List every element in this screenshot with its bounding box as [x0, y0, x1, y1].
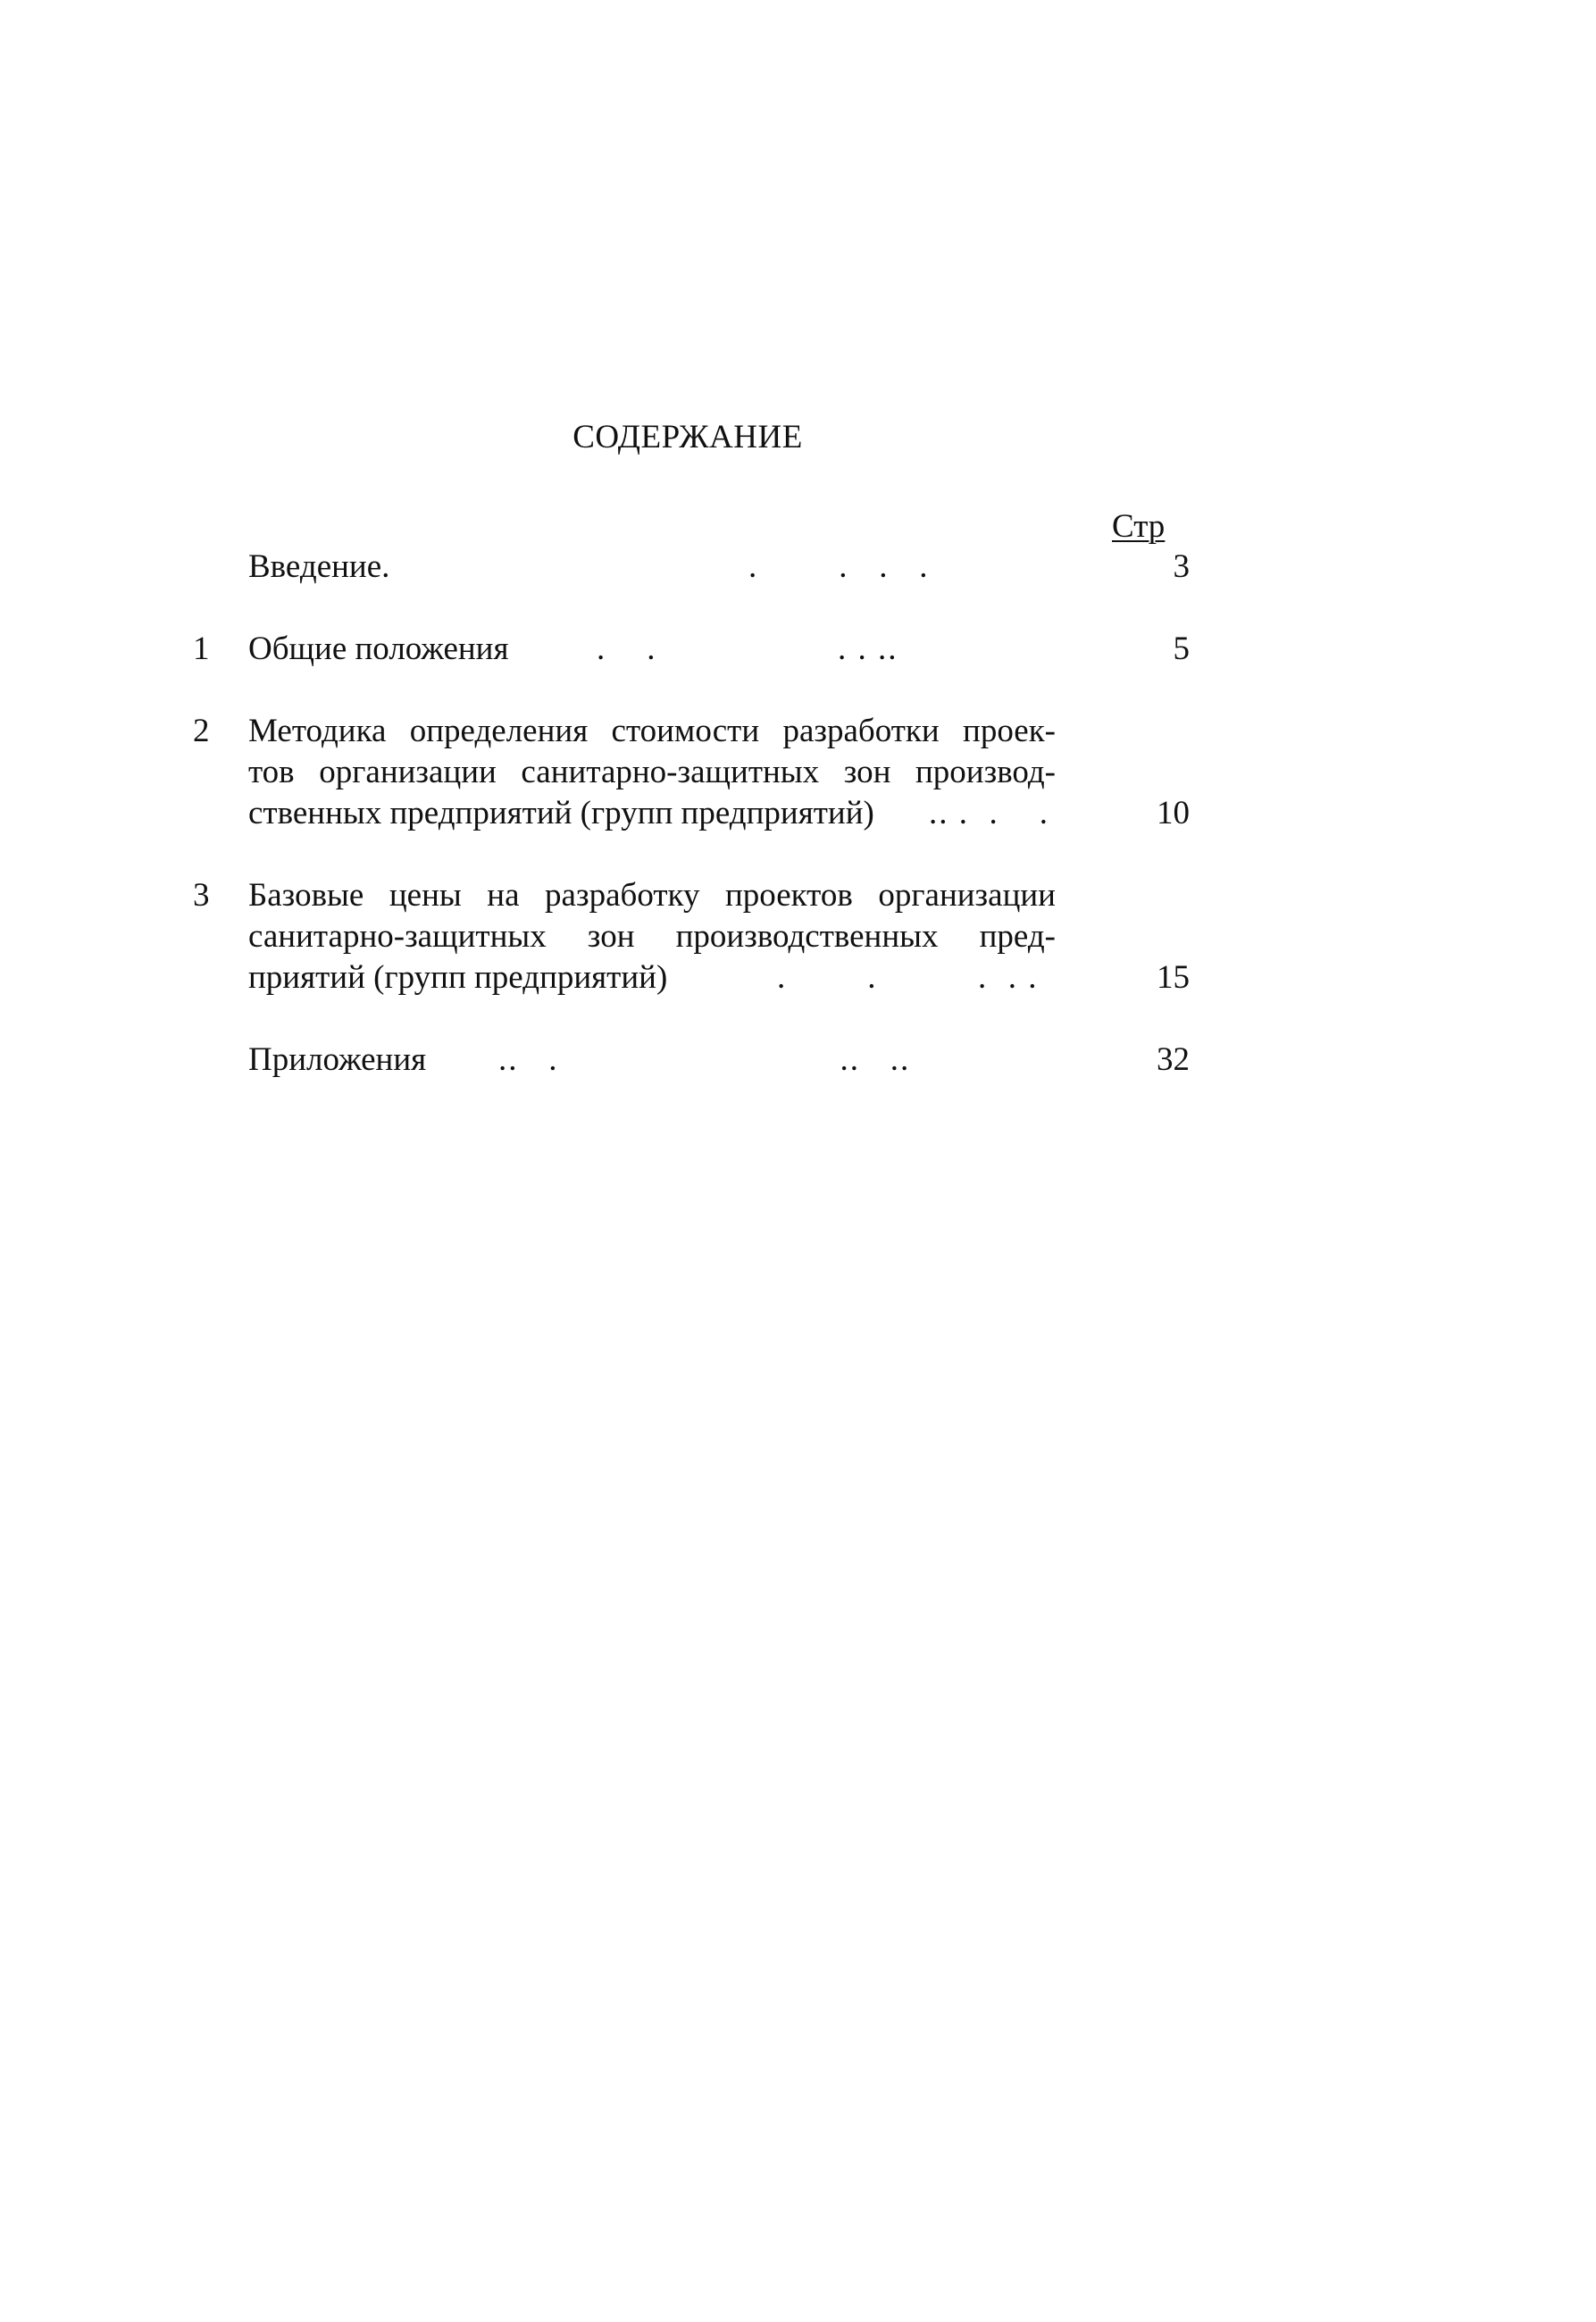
toc-entry-line: Введение.: [248, 548, 390, 585]
toc-entry-line: Приложения: [248, 1041, 427, 1078]
leader-dots: . . . .: [748, 548, 930, 585]
toc-entry-line: Базовые цены на разработку проектов организации: [248, 877, 1056, 914]
leader-dots: . . . . ..: [597, 631, 898, 667]
toc-entry-title: [248, 547, 1056, 588]
toc-entry-number: 2: [193, 713, 210, 749]
toc-entry-number: 3: [193, 877, 210, 914]
toc-entry-line: тов организации санитарно-защитных зон производ-: [248, 754, 1056, 790]
toc-entry-line: приятий (групп предприятий): [248, 959, 668, 996]
toc-entry-line: Методика определения стоимости разработки проек-: [248, 713, 1056, 749]
toc-entry-page: 5: [1173, 631, 1190, 667]
toc-entry-line: санитарно-защитных зон производственных пред-: [248, 918, 1056, 955]
page-title: СОДЕРЖАНИЕ: [572, 419, 803, 455]
toc-entry-page: 10: [1157, 795, 1190, 831]
toc-entry-page: 15: [1157, 959, 1190, 996]
page-column-header: Стр: [1112, 508, 1166, 545]
toc-entry-page: 32: [1157, 1041, 1190, 1078]
toc-entry-line: ственных предприятий (групп предприятий): [248, 795, 874, 831]
leader-dots: .. . . .: [929, 795, 1049, 831]
toc-entry-page: 3: [1173, 548, 1190, 585]
leader-dots: . . . . .: [777, 959, 1039, 996]
toc-entry-line: Общие положения: [248, 631, 509, 667]
leader-dots: .. . .. ..: [498, 1041, 911, 1078]
toc-entry-number: 1: [193, 631, 210, 667]
